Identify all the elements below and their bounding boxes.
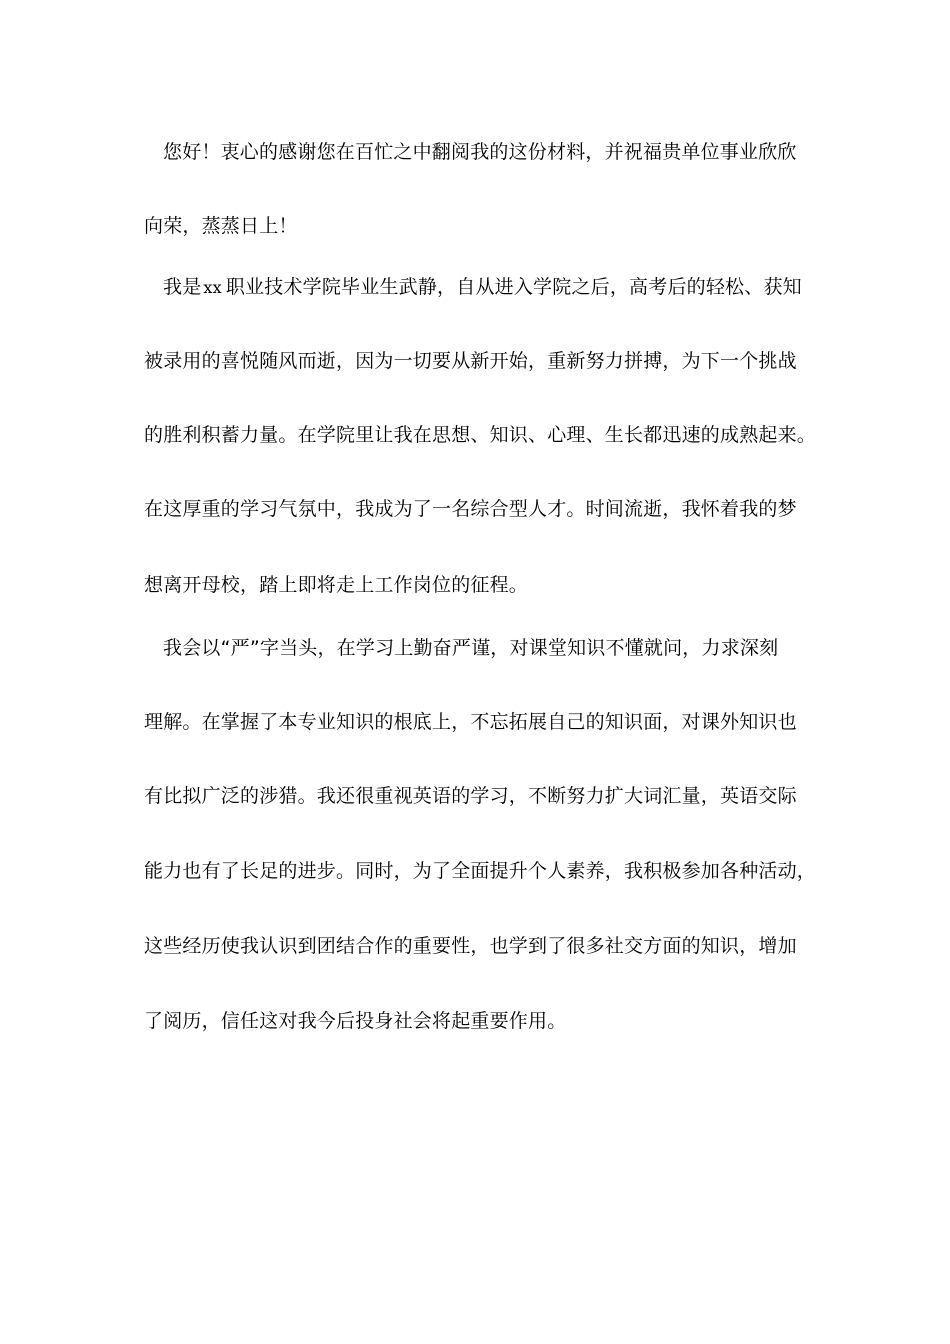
paragraph-3-line-1: 我会以“严”字当头，在学习上勤奋严谨，对课堂知识不懂就问，力求深刻: [163, 637, 779, 659]
paragraph-3-line-3: 有比拟广泛的涉猎。我还很重视英语的学习，不断努力扩大词汇量，英语交际: [144, 785, 797, 807]
school-placeholder: xx: [203, 278, 222, 297]
paragraph-3-line-6: 了阅历，信任这对我今后投身社会将起重要作用。: [144, 1010, 567, 1032]
paragraph-2-line-3: 的胜利积蓄力量。在学院里让我在思想、知识、心理、生长都迅速的成熟起来。: [144, 424, 817, 446]
paragraph-2-line-1-pre: 我是: [163, 276, 202, 298]
paragraph-3-line-2: 理解。在掌握了本专业知识的根底上，不忘拓展自己的知识面，对课外知识也: [144, 711, 797, 733]
paragraph-2-line-5: 想离开母校，踏上即将走上工作岗位的征程。: [144, 574, 529, 596]
paragraph-2-line-2: 被录用的喜悦随风而逝，因为一切要从新开始，重新努力拼搏，为下一个挑战: [144, 350, 797, 372]
paragraph-2-line-4: 在这厚重的学习气氛中，我成为了一名综合型人才。时间流逝，我怀着我的梦: [144, 498, 797, 520]
paragraph-3-line-5: 这些经历使我认识到团结合作的重要性，也学到了很多社交方面的知识，增加: [144, 935, 797, 957]
paragraph-1-line-2: 向荣，蒸蒸日上！: [144, 215, 298, 237]
paragraph-3-line-4: 能力也有了长足的进步。同时，为了全面提升个人素养，我积极参加各种活动，: [144, 860, 817, 882]
paragraph-2-line-1: [163, 273, 802, 302]
paragraph-1-line-1: 您好！衷心的感谢您在百忙之中翻阅我的这份材料，并祝福贵单位事业欣欣: [163, 141, 797, 163]
paragraph-2-line-1-post: 职业技术学院毕业生武静，自从进入学院之后，高考后的轻松、获知: [225, 276, 802, 298]
